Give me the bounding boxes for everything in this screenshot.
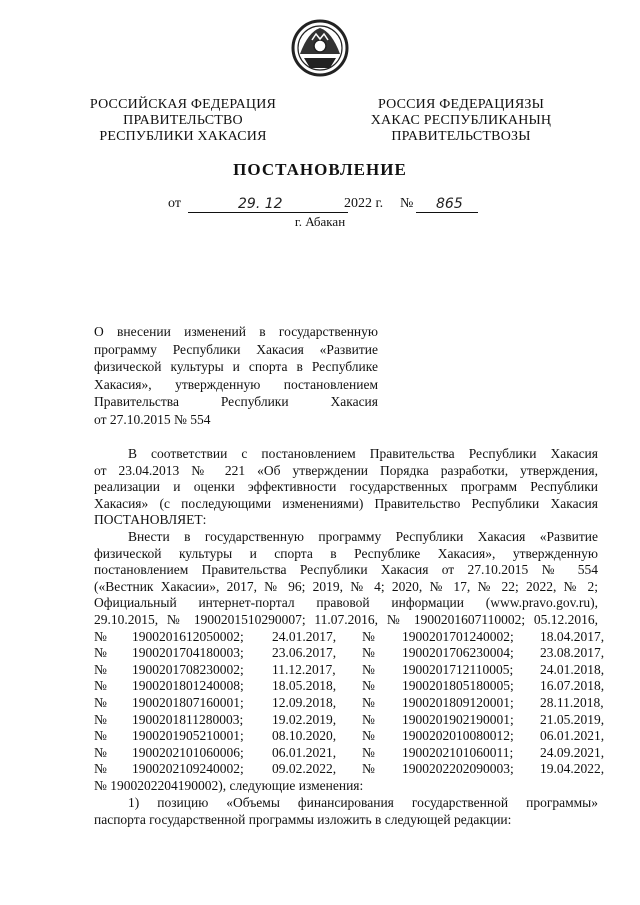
pub-date: 19.02.2019,	[272, 711, 337, 727]
pub-number-sign: №	[362, 628, 375, 644]
pub-date: 21.05.2019,	[540, 711, 605, 727]
pub-date: 24.01.2018,	[540, 661, 605, 677]
pub-number: 1900201712110005;	[402, 661, 514, 677]
header-right-line: ПРАВИТЕЛЬСТВОЗЫ	[391, 129, 531, 144]
pub-date: 24.01.2017,	[272, 628, 337, 644]
pub-number-sign: №	[94, 645, 107, 661]
pub-date: 23.06.2017,	[272, 645, 337, 661]
item1-line: физической культуры и спорта в Республике Хакасия», утвержденную	[94, 545, 598, 561]
date-year: 2022 г.	[344, 196, 384, 211]
sub1-line: 1) позицию «Объемы финансирования государственной программы»	[128, 795, 598, 810]
preamble-line: ПОСТАНОВЛЯЕТ:	[94, 512, 207, 528]
pub-number: 1900201807160001;	[132, 694, 244, 710]
publication-row	[94, 645, 605, 662]
pub-number: 1900202109240002;	[132, 761, 244, 777]
pub-number: 1900202101060011;	[402, 744, 514, 760]
pub-number: 1900201811280003;	[132, 711, 244, 727]
document-title: ПОСТАНОВЛЕНИЕ	[233, 160, 407, 179]
pub-date: 23.08.2017,	[540, 645, 605, 661]
pub-date: 24.09.2021,	[540, 744, 605, 760]
date-handwritten: 29. 12	[238, 196, 283, 212]
subject-line: программу Республики Хакасия «Развитие	[94, 341, 378, 357]
pub-date: 28.11.2018,	[540, 694, 604, 710]
pub-date: 12.09.2018,	[272, 694, 337, 710]
publication-row	[94, 744, 605, 762]
publication-row	[94, 661, 605, 679]
pub-date: 09.02.2022,	[272, 761, 337, 777]
pub-date: 19.04.2022,	[540, 761, 605, 777]
pub-number-sign: №	[94, 628, 107, 644]
pub-number: 1900201809120001;	[402, 694, 514, 710]
preamble-line: В соответствии с постановлением Правительства Республики Хакасия	[128, 446, 598, 461]
preamble-line: от 23.04.2013 № 221 «Об утверждении Порядка разработки, утверждения,	[94, 462, 598, 478]
number-handwritten: 865	[436, 196, 463, 212]
subject-line: физической культуры и спорта в Республике	[94, 359, 378, 374]
pub-number-sign: №	[94, 661, 107, 677]
publication-row	[94, 711, 605, 729]
after-table-line	[94, 778, 598, 795]
subject-block	[94, 323, 378, 428]
publication-row	[94, 761, 605, 778]
item1-line: («Вестник Хакасии», 2017, № 96; 2019, № 4; 2020, № 17, № 22; 2022, № 2;	[94, 578, 598, 594]
subject-line: О внесении изменений в государственную	[94, 324, 378, 339]
pub-number: 1900201902190001;	[402, 711, 514, 727]
preamble-line: реализации и оценки эффективности государственных программ Республики	[94, 479, 598, 495]
pub-date: 11.12.2017,	[272, 661, 336, 677]
header-left-ru	[78, 97, 288, 145]
pub-number-sign: №	[94, 728, 107, 744]
publication-row	[94, 728, 605, 745]
pub-number-sign: №	[362, 694, 375, 710]
item1-line: Внести в государственную программу Республики Хакасия «Развитие	[128, 529, 598, 544]
pub-number: 1900201701240002;	[402, 628, 514, 644]
pub-number-sign: №	[94, 694, 107, 710]
item1-paragraph	[94, 529, 598, 629]
city-name: г. Абакан	[294, 214, 346, 229]
number-sign: №	[400, 196, 414, 211]
sub1-paragraph	[94, 795, 598, 828]
pub-number: 1900201805180005;	[402, 678, 514, 694]
header-left-line: ПРАВИТЕЛЬСТВО	[123, 113, 243, 128]
dateline	[168, 196, 488, 216]
subject-line: Правительства Республики Хакасия	[94, 394, 378, 409]
pub-date: 06.01.2021,	[272, 744, 337, 760]
pub-number: 1900201706230004;	[402, 645, 514, 661]
number-underline	[416, 212, 478, 213]
sub1-line: паспорта государственной программы изложить в следующей редакции:	[94, 811, 512, 827]
pub-number: 1900201905210001;	[132, 728, 244, 744]
publication-row	[94, 678, 605, 695]
pub-number-sign: №	[94, 711, 107, 727]
pub-number-sign: №	[362, 744, 375, 760]
subject-line: Хакасия», утвержденную постановлением	[94, 376, 378, 392]
pub-number-sign: №	[94, 761, 107, 777]
pub-number-sign: №	[362, 661, 375, 677]
pub-number-sign: №	[362, 761, 375, 777]
pub-number: 1900201612050002;	[132, 628, 244, 644]
pub-number: 1900202202090003;	[402, 761, 514, 777]
header-left-line: РЕСПУБЛИКИ ХАКАСИЯ	[99, 129, 267, 144]
publications-table	[94, 628, 605, 778]
khakassia-emblem-icon	[290, 18, 350, 78]
header-right-line: ХАКАС РЕСПУБЛИКАНЫҢ	[370, 113, 552, 128]
pub-date: 18.04.2017,	[540, 628, 605, 644]
after-table-text: № 1900202204190002), следующие изменения:	[94, 778, 364, 793]
pub-date: 18.05.2018,	[272, 678, 337, 694]
pub-date: 06.01.2021,	[540, 728, 605, 744]
pub-number-sign: №	[362, 678, 375, 694]
pub-number: 1900201704180003;	[132, 645, 244, 661]
pub-number: 1900201708230002;	[132, 661, 244, 677]
pub-number: 1900201801240008;	[132, 678, 244, 694]
pub-number-sign: №	[94, 744, 107, 760]
pub-date: 16.07.2018,	[540, 678, 605, 694]
pub-number-sign: №	[362, 711, 375, 727]
date-from-label: от	[168, 196, 181, 211]
pub-number-sign: №	[94, 678, 107, 694]
publication-row	[94, 694, 604, 712]
item1-line: 29.10.2015, № 1900201510290007; 11.07.2016, № 1900201607110002; 05.12.2016,	[94, 611, 598, 627]
preamble-paragraph	[94, 446, 598, 529]
pub-date: 08.10.2020,	[272, 728, 337, 744]
preamble-line: Хакасия» (с последующими изменениями) Правительство Республики Хакасия	[94, 495, 598, 511]
pub-number-sign: №	[362, 645, 375, 661]
pub-number-sign: №	[362, 728, 375, 744]
header-right-line: РОССИЯ ФЕДЕРАЦИЯЗЫ	[377, 97, 545, 112]
header-left-line: РОССИЙСКАЯ ФЕДЕРАЦИЯ	[89, 97, 277, 112]
date-underline	[188, 212, 348, 213]
header-right-khakas	[356, 97, 566, 145]
pub-number: 1900202010080012;	[402, 728, 514, 744]
item1-line: Официальный интернет-портал правовой информации (www.pravo.gov.ru),	[94, 595, 598, 611]
item1-line: постановлением Правительства Республики Хакасия от 27.10.2015 № 554	[94, 562, 598, 578]
pub-number: 1900202101060006;	[132, 744, 244, 760]
subject-line: от 27.10.2015 № 554	[94, 411, 211, 427]
publication-row	[94, 628, 605, 646]
